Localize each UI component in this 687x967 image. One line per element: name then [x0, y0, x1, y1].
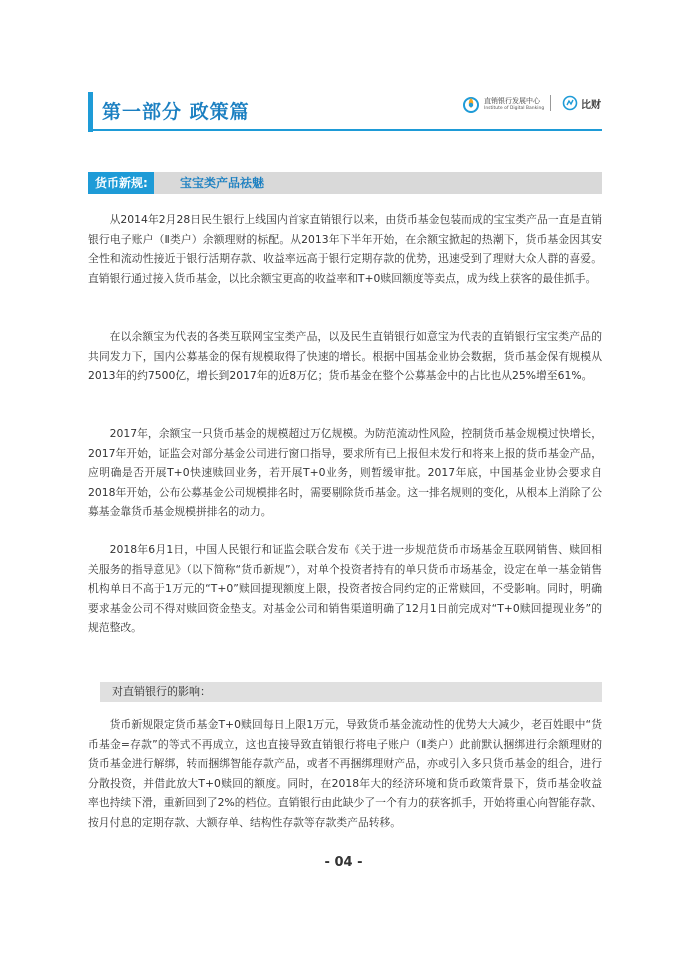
page-number: - 04 - — [324, 855, 363, 870]
subsection-banner — [100, 682, 602, 702]
section-banner — [88, 172, 602, 194]
header-accent-bar — [88, 92, 93, 132]
paragraph-4: 2018年6月1日，中国人民银行和证监会联合发布《关于进一步规范货币市场基金互联网销售、赎回相关服务的指导意见》（以下简称“货币新规”），对单个投资者持有的单只货币市场基金，设定在单一基金销售机构单日不高于1万元的“T+0”赎回提现额度上限，投资者按合同约定的正常赎回，不受影响。同时，明确要求基金公司不得对赎回资金垫支。对基金公司和销售渠道明确了12月1日前完成对“T+0赎回提现业务”的规范整改。 — [88, 543, 602, 634]
header-divider — [88, 129, 602, 131]
paragraph-1: 从2014年2月28日民生银行上线国内首家直销银行以来，由货币基金包装而成的宝宝类产品一直是直销银行电子账户（Ⅱ类户）余额理财的标配。从2013年下半年开始，在余额宝掀起的热潮下，货币基金因其安全性和流动性接近于银行活期存款、收益率远高于银行定期存款的优势，迅速受到了理财大众人群的喜爱。直销银行通过接入货币基金，以比余额宝更高的收益率和T+0赎回额度等卖点，成为线上获客的最佳抓手。 — [88, 213, 602, 285]
bicai-name: 比财 — [581, 99, 601, 111]
brand-separator — [550, 95, 551, 111]
brand-logo-bicai — [562, 95, 601, 111]
idb-logo-icon — [462, 95, 480, 113]
subsection-title: 对直销银行的影响： — [112, 685, 211, 698]
paragraph-2: 在以余额宝为代表的各类互联网宝宝类产品，以及民生直销银行如意宝为代表的直销银行宝宝类产品的共同发力下，国内公募基金的保有规模取得了快速的增长。根据中国基金业协会数据，货币基金保有规模从2013年的约7500亿，增长到2017年的近8万亿；货币基金在整个公募基金中的占比也从25%增至61%。 — [88, 330, 602, 382]
paragraph-3: 2017年，余额宝一只货币基金的规模超过万亿规模。为防范流动性风险，控制货币基金规模过快增长，2017年开始，证监会对部分基金公司进行窗口指导，要求所有已上报但未发行和将来上报的货币基金产品，应明确是否开展T+0快速赎回业务，若开展T+0业务，则暂缓审批。2017年底，中国基金业协会要求自2018年开始，公布公募基金公司规模排名时，需要剔除货币基金。这一排名规则的变化，从根本上消除了公募基金靠货币基金规模拼排名的动力。 — [88, 427, 602, 518]
brand-cn-name: 直销银行发展中心 — [484, 96, 540, 105]
paragraph-5: 货币新规限定货币基金T+0赎回每日上限1万元，导致货币基金流动性的优势大大减少，老百姓眼中“货币基金=存款”的等式不再成立，这也直接导致直销银行将电子账户（Ⅱ类户）此前默认捆绑进行余额理财的货币基金进行解绑，转而捆绑智能存款产品，或者不再捆绑理财产品，亦或引入多只货币基金的组合，进行分散投资，并借此放大T+0赎回的额度。同时，在2018年大的经济环境和货币政策背景下，货币基金收益率也持续下滑，重新回到了2%的档位。直销银行由此缺少了一个有力的获客抓手，开始将重心向智能存款、按月付息的定期存款、大额存单、结构性存款等存款类产品转移。 — [88, 718, 602, 829]
brand-en-name: Institute of Digital Banking — [484, 105, 545, 111]
section-tag: 货币新规: — [88, 172, 154, 194]
section-title: 宝宝类产品祛魅 — [180, 176, 265, 190]
page-title: 第一部分 政策篇 — [102, 101, 250, 123]
bicai-logo-icon — [562, 95, 578, 111]
brand-logo-idb — [462, 95, 544, 113]
